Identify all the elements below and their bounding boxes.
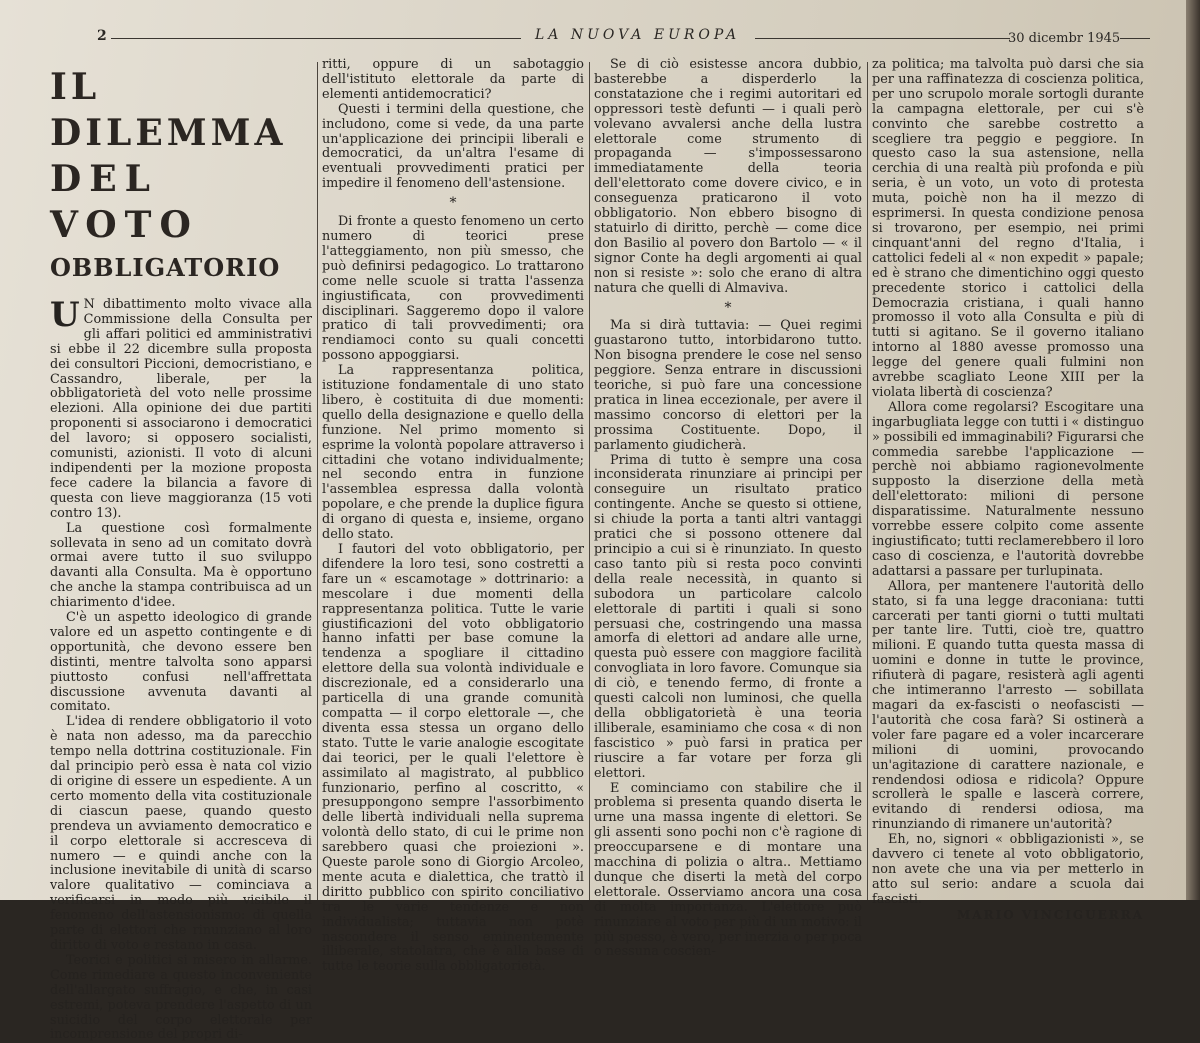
- paragraph-text: N dibattimento molto vivace alla Commissione della Consulta per gli affari politici ed amministrativi si ebbe il 22 dicembre sulla proposta dei consultori Piccioni, democristiano, e Cassandro, liberale, per la obbligatorietà del voto nelle prossime elezioni. Alla opinione dei due partiti proponenti si associarono i democratici del lavoro; si opposero socialisti, comunisti, azionisti. Il voto di alcuni indipendenti per la mozione proposta fece cadere la bilancia a favore di questa con lieve maggioranza (15 voti contro 13).: [50, 297, 312, 521]
- page-header: [45, 28, 1150, 50]
- section-separator: *: [449, 195, 457, 212]
- masthead: LA NUOVA EUROPA: [535, 27, 741, 43]
- page-number: 2: [97, 28, 107, 44]
- headline-line: IL DILEMMA: [50, 66, 287, 154]
- paragraph: [50, 295, 312, 522]
- author-signature: MARIO VINCIGUERRA: [957, 907, 1144, 922]
- headline-line: OBBLIGATORIO: [50, 253, 281, 282]
- paragraph: Teorici e politici si misero in allarme. Come rimediare a questo inconveniente dell'allargato suffragio, e che, in casi estremi, poteva prendere l'aspetto di un suicidio del corpo elettorale per incomprensione del propri di-: [50, 952, 312, 1043]
- article-column-2: [322, 57, 584, 975]
- issue-date: 30 dicembr 1945: [1008, 31, 1121, 46]
- column-rule: [867, 62, 868, 900]
- header-rule: [111, 38, 521, 39]
- page-edge: [1186, 0, 1200, 900]
- paragraph: La rappresentanza politica, istituzione fondamentale di uno stato libero, è costituita di due momenti: quello della designazione e quello della funzione. Nel primo momento si esprime la volontà popolare attraverso i cittadini che votano individualmente; nel secondo entra in funzione l'assemblea espressa dalla volontà popolare, e che prende la duplice figura di organo di questa e, insieme, organo dello stato.: [322, 363, 584, 543]
- column-rule: [317, 62, 318, 900]
- paragraph: Allora, per mantenere l'autorità dello stato, si fa una legge draconiana: tutti carcerati per tanti giorni o tutti multati per tante lire. Tutti, cioè tre, quattro milioni. E quando tutta questa massa di uomini e donne in tutte le province, rifiuterà di pagare, resisterà agli agenti che intimeranno l'arresto — sobillata magari da ex-fascisti o neofascisti — l'autorità che cosa farà? Si ostinerà a voler fare pagare ed a voler incarcerare milioni di uomini, provocando un'agitazione di carattere nazionale, e rendendosi odiosa e ridicola? Oppure scrollerà le spalle e lascerà correre, evitando di rendersi odiosa, ma rinunziando di rimanere un'autorità?: [872, 578, 1144, 833]
- paragraph: E cominciamo con stabilire che il problema si presenta quando diserta le urne una massa ingente di elettori. Se gli assenti sono pochi non c'è ragione di preoccuparsene e di montare una macchina di polizia o altra.. Mettiamo dunque che diserti la metà del corpo elettorale. Osserviamo ancora una cosa di molta importanza. L'elettore può rinunziare al voto per più di un motivo: il più spesso, è vero, per inerzia o per poca o nessuna coscien-: [594, 780, 862, 960]
- header-rule: [1120, 38, 1150, 39]
- article-column-1: [50, 58, 312, 1043]
- paragraph: La questione così formalmente sollevata in seno ad un comitato dovrà ormai avere tutto il suo sviluppo davanti alla Consulta. Ma è opportuno che anche la stampa contribuisca ad un chiarimento d'idee.: [50, 520, 312, 611]
- paragraph: Di fronte a questo fenomeno un certo numero di teorici prese l'atteggiamento, non più smesso, che può definirsi pedagogico. Lo trattarono come nelle scuole si tratta l'assenza ingiustificata, con provvedimenti disciplinari. Saggeremo dopo il valore pratico di tali provvedimenti; ora rendiamoci conto su quali concetti possono appoggiarsi.: [322, 214, 584, 364]
- paragraph: Prima di tutto è sempre una cosa inconsiderata rinunziare ai principi per conseguire un risultato pratico contingente. Anche se questo si ottiene, si chiude la porta a tanti altri vantaggi pratici che si possono ottenere dal principio a cui si è rinunziato. In questo caso tanto più si resta poco convinti della reale necessità, in quanto si subodora un particolare calcolo elettorale di partiti i quali si sono persuasi che, costringendo una massa amorfa di elettori ad andare alle urne, questa può essere con maggiore facilità convogliata in loro favore. Comunque sia di ciò, e tenendo fermo, di fronte a questi calcoli non luminosi, che quella della obbligatorietà è una teoria illiberale, esaminiamo che cosa « di non fascistico » può farsi in pratica per riuscire a far votare per forza gli elettori.: [594, 452, 862, 781]
- paragraph: ritti, oppure di un sabotaggio dell'istituto elettorale da parte di elementi antidemocratici?: [322, 57, 584, 102]
- paragraph: za politica; ma talvolta può darsi che sia per una raffinatezza di coscienza politica, per uno scrupolo morale sortogli durante la campagna elettorale, per cui s'è convinto che sarebbe costretto a scegliere tra peggio e peggiore. In questo caso la sua astensione, nella cerchia di una realtà più profonda e più seria, è un voto, un voto di protesta muta, poichè non ha il mezzo di esprimersi. In questa condizione penosa si trovarono, per esempio, nei primi cinquant'anni del regno d'Italia, i cattolici fedeli al « non expedit » papale; ed è strano che dimentichino oggi questo precedente storico i cattolici della Democrazia cristiana, i quali hanno promosso il voto alla Consulta e più di tutti si agitano. Se il governo italiano intorno al 1880 avesse promosso una legge del genere quali fulmini non avrebbe scagliato Leone XIII per la violata libertà di coscienza?: [872, 57, 1144, 400]
- paragraph: C'è un aspetto ideologico di grande valore ed un aspetto contingente e di opportunità, che devono essere ben distinti, mentre talvolta sono apparsi piuttosto confusi nell'affrettata discussione avvenuta davanti al comitato.: [50, 610, 312, 715]
- drop-cap: U: [50, 295, 80, 335]
- paragraph: Eh, no, signori « obbligazionisti », se davvero ci tenete al voto obbligatorio, non avete che una via per metterlo in atto sul serio: andare a scuola dai fascisti.: [872, 832, 1144, 907]
- paragraph: Questi i termini della questione, che includono, come si vede, da una parte un'applicazione dei principii liberali e democratici, da un'altra l'esame di eventuali provvedimenti pratici per impedire il fenomeno dell'astensione.: [322, 101, 584, 192]
- header-rule: [755, 38, 1010, 39]
- paragraph: L'idea di rendere obbligatorio il voto è nata non adesso, ma da parecchio tempo nella dottrina costituzionale. Fin dal principio però essa è nata col vizio di origine di essere un espediente. A un certo momento della vita costituzionale di ciascun paese, quando questo prendeva un avviamento democratico e il corpo elettorale si accresceva di numero — e quindi anche con la inclusione inevitabile di unità di scarso valore qualitativo — cominciava a verificarsi in modo più visibile il fenomeno dell'astensionismo: di quella parte di elettori che rinunziano al loro diritto di voto e restano in casa.: [50, 714, 312, 953]
- paragraph: Allora come regolarsi? Escogitare una ingarbugliata legge con tutti i « distinguo » possibili ed immaginabili? Figurarsi che commedia sarebbe l'applicazione — perchè noi abbiamo ragionevolmente supposto la diserzione della metà dell'elettorato: milioni di persone disparatissime. Naturalmente nessuno vorrebbe essere colpito come assente ingiustificato; tutti reclamerebbero il loro caso di coscienza, e l'autorità dovrebbe adattarsi a passare per turlupinata.: [872, 399, 1144, 579]
- article-column-3: [594, 57, 862, 960]
- section-separator: *: [724, 299, 732, 316]
- column-rule: [589, 62, 590, 900]
- article-column-4: [872, 57, 1144, 922]
- paragraph: I fautori del voto obbligatorio, per difendere la loro tesi, sono costretti a fare un « escamotage » dottrinario: a mescolare i due momenti della rappresentanza politica. Tutte le varie giustificazioni del voto obbligatorio hanno infatti per base comune la tendenza a spogliare il cittadino elettore della sua volontà individuale e discrezionale, ed a considerarlo una particella di una grande comunità compatta — il corpo elettorale —, che diventa essa stessa un organo dello stato. Tutte le varie analogie escogitate dai teorici, per le quali l'elettore è assimilato al magistrato, al pubblico funzionario, perfino al coscritto, « presuppongono sempre l'assorbimento delle libertà individuali nella suprema volontà dello stato, di cui le prime non sarebbero quasi che proiezioni ». Queste parole sono di Giorgio Arcoleo, mente acuta e dialettica, che trattò il diritto pubblico con spirito conciliativo tra le varie tendenze e non individualista; tuttavia non potè nascondere il senso eminentemente illiberale, statolatra, che è alla base di tutte le teorie sulla obbligatorietà.: [322, 542, 584, 975]
- article-headline: [50, 64, 312, 288]
- headline-line: DEL VOTO: [50, 158, 199, 246]
- paragraph: Ma si dirà tuttavia: — Quei regimi guastarono tutto, intorbidarono tutto. Non bisogna prendere le cose nel senso peggiore. Senza entrare in discussioni teoriche, si può fare una concessione pratica in linea eccezionale, per avere il massimo concorso di elettori per la prossima Costituente. Dopo, il parlamento giudicherà.: [594, 318, 862, 453]
- paragraph: Se di ciò esistesse ancora dubbio, basterebbe a disperderlo la constatazione che i regimi autoritari ed oppressori testè defunti — i quali però volevano avvalersi anche della lustra elettorale come strumento di propaganda — s'impossessarono immediatamente della teoria dell'elettorato come dovere civico, e in conseguenza praticarono il voto obbligatorio. Non ebbero bisogno di statuirlo di diritto, perchè — come dice don Basilio al povero don Bartolo — « il signor Conte ha degli argomenti ai qual non si resiste »: solo che erano di altra natura che quelli di Almaviva.: [594, 57, 862, 296]
